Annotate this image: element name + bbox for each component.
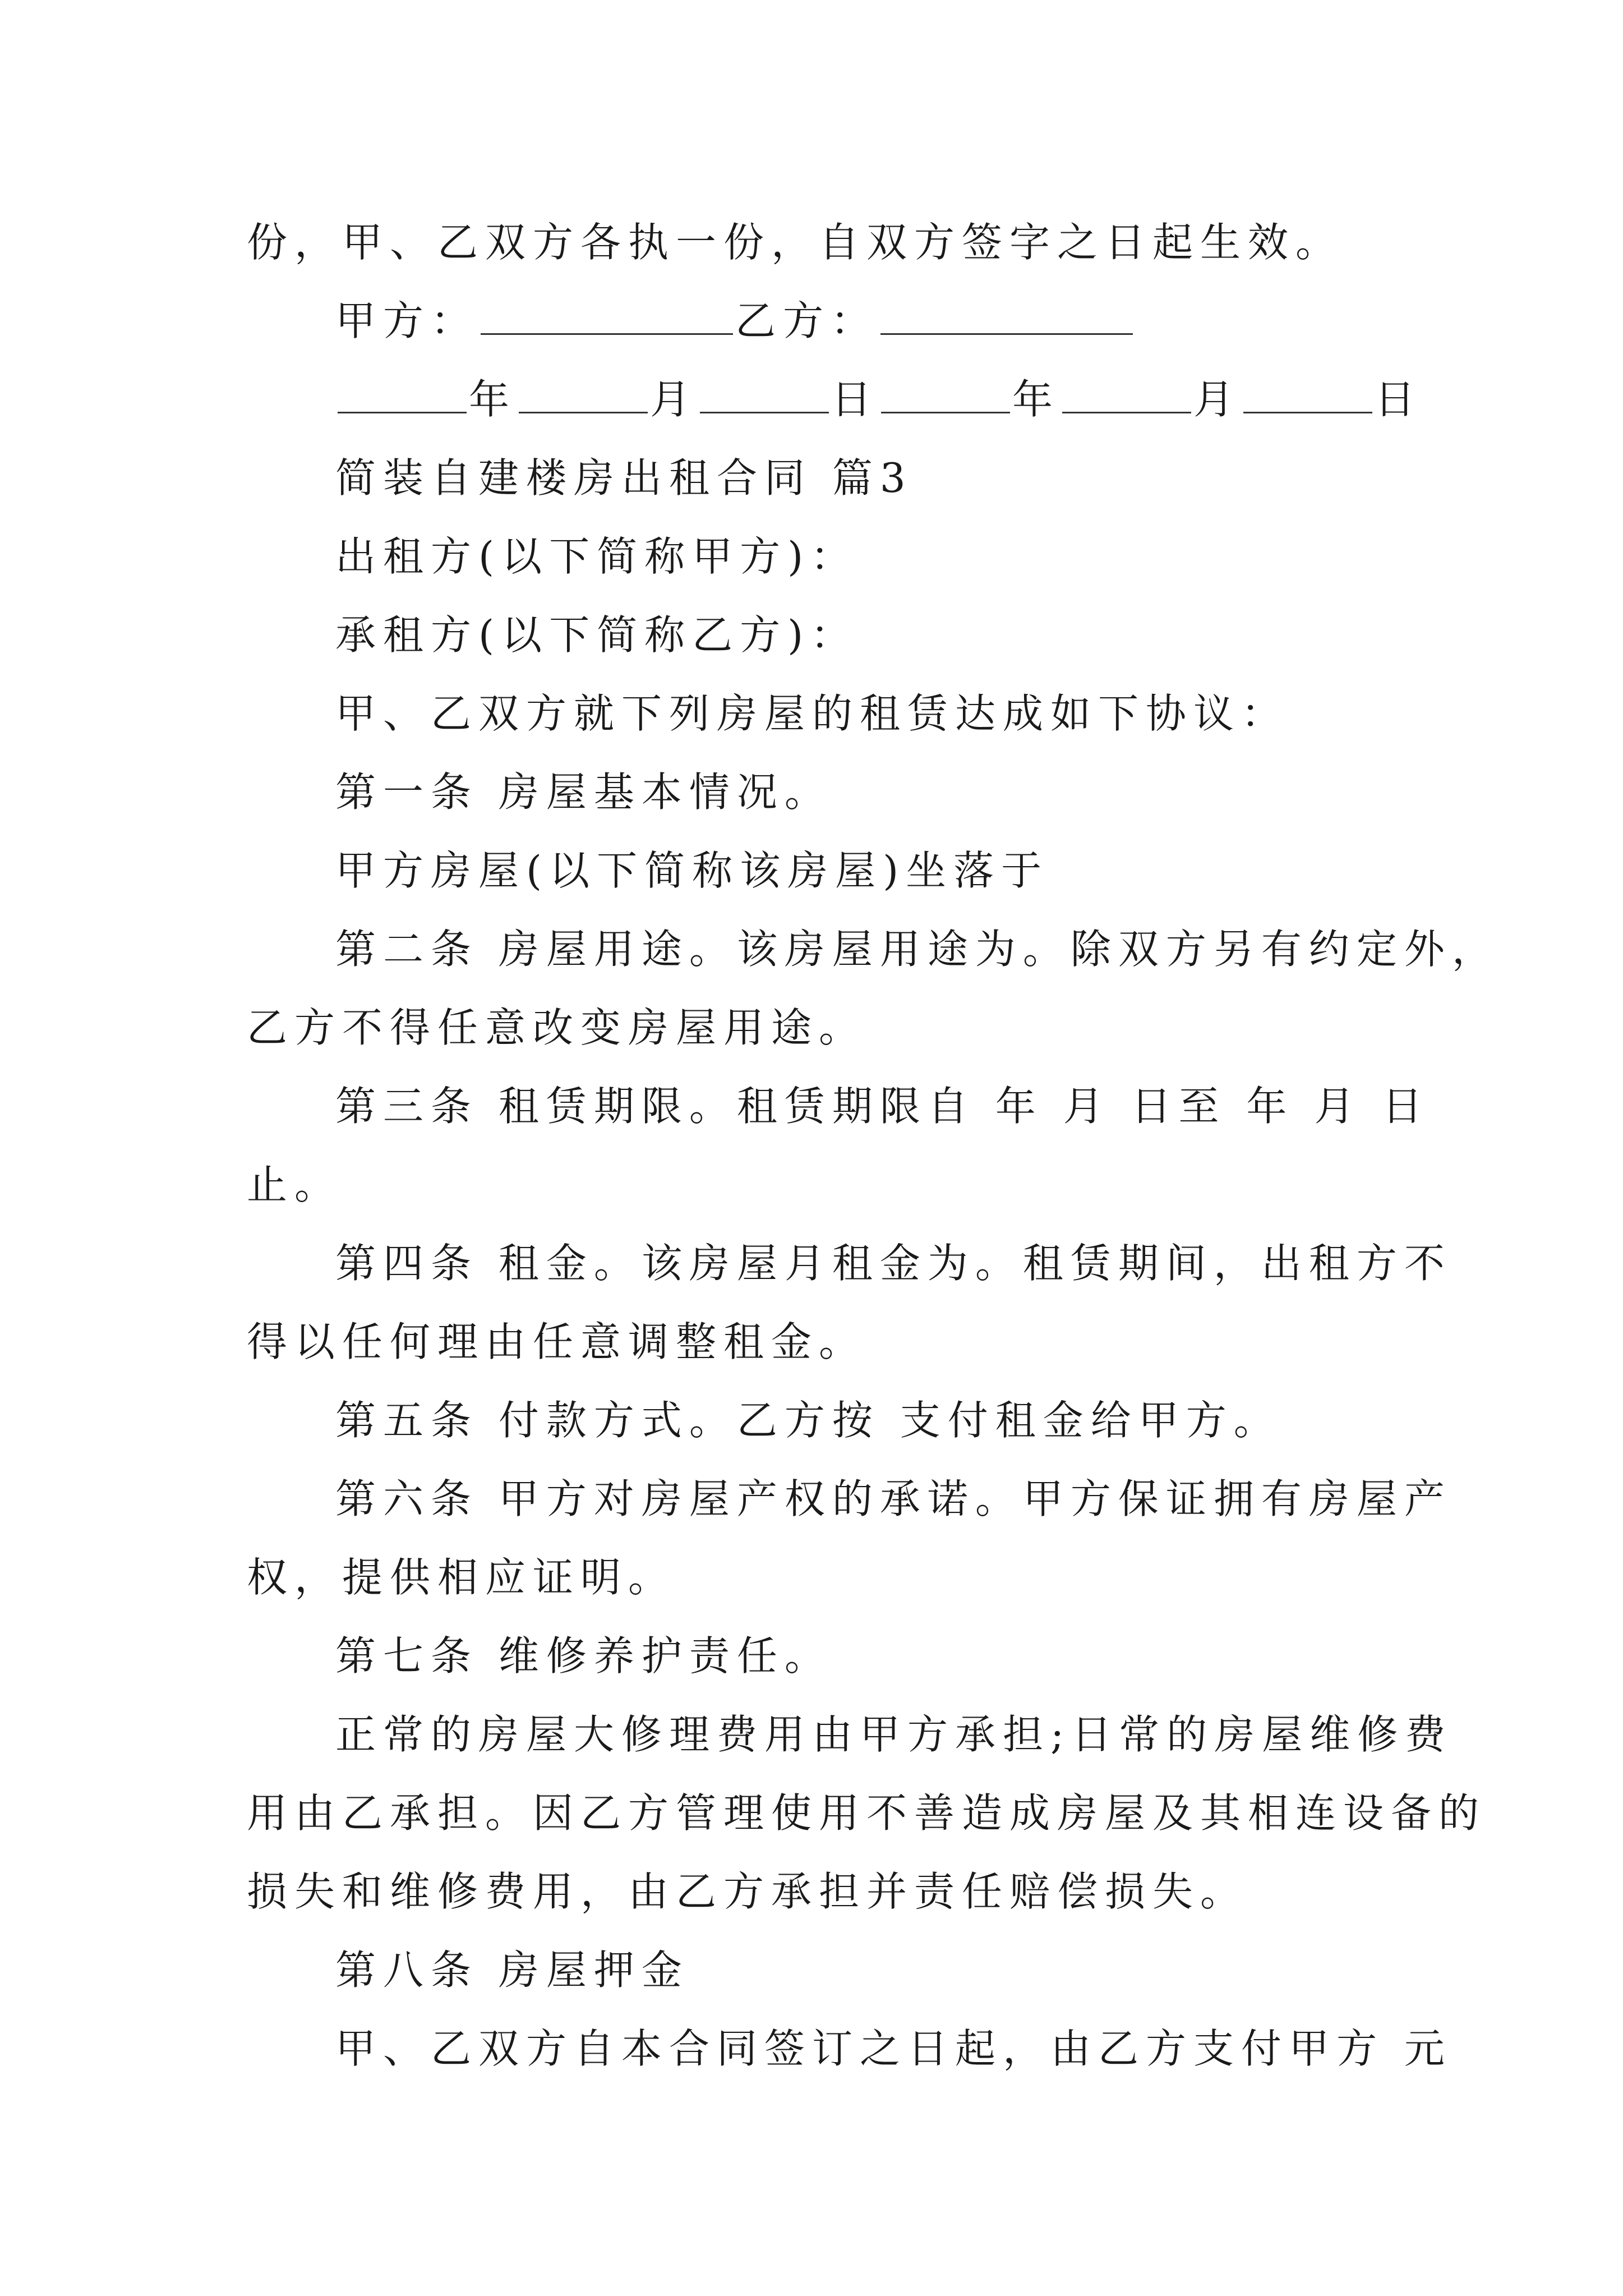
date-unit: 月 [1193, 376, 1242, 423]
date-unit: 年 [1012, 376, 1061, 423]
party-b-label: 乙方： [735, 297, 879, 344]
continuation-line: 份，甲、乙双方各执一份，自双方签字之日起生效。 [247, 219, 1344, 266]
section-heading: 简装自建楼房出租合同 篇3 [335, 454, 913, 501]
date-line [335, 376, 1423, 423]
date-blank[interactable] [881, 379, 1010, 413]
lessor-line: 出租方(以下简称甲方)： [335, 533, 859, 580]
signature-line [335, 297, 1135, 344]
date-blank[interactable] [1243, 379, 1372, 413]
article-2-line-2: 乙方不得任意改变房屋用途。 [247, 1004, 867, 1051]
article-4-line-2: 得以任何理由任意调整租金。 [247, 1318, 867, 1365]
article-5-line: 第五条 付款方式。乙方按 支付租金给甲方。 [335, 1397, 1281, 1444]
article-2-line-1: 第二条 房屋用途。该房屋用途为。除双方另有约定外， [335, 926, 1500, 973]
date-blank[interactable] [1062, 379, 1191, 413]
article-1-title: 第一条 房屋基本情况。 [335, 769, 832, 816]
date-unit: 日 [1375, 376, 1423, 423]
date-blank[interactable] [700, 379, 829, 413]
party-a-label: 甲方： [335, 297, 479, 344]
article-3-line-2: 止。 [247, 1161, 343, 1208]
article-6-line-1: 第六条 甲方对房屋产权的承诺。甲方保证拥有房屋产 [335, 1475, 1452, 1522]
article-8-body: 甲、乙双方自本合同签订之日起，由乙方支付甲方 元 [335, 2025, 1452, 2072]
article-7-title: 第七条 维修养护责任。 [335, 1632, 832, 1680]
date-unit: 年 [469, 376, 517, 423]
article-1-body: 甲方房屋(以下简称该房屋)坐落于 [335, 847, 1049, 894]
article-7-body-line-2: 用由乙承担。因乙方管理使用不善造成房屋及其相连设备的 [247, 1789, 1487, 1837]
party-a-blank[interactable] [481, 301, 733, 335]
article-7-body-line-1: 正常的房屋大修理费用由甲方承担;日常的房屋维修费 [335, 1711, 1453, 1758]
article-8-title: 第八条 房屋押金 [335, 1947, 689, 1994]
date-blank[interactable] [519, 379, 648, 413]
intro-line: 甲、乙双方就下列房屋的租赁达成如下协议： [335, 690, 1289, 737]
date-unit: 月 [650, 376, 698, 423]
lessee-line: 承租方(以下简称乙方)： [335, 611, 859, 659]
date-blank[interactable] [338, 379, 467, 413]
article-7-body-line-3: 损失和维修费用，由乙方承担并责任赔偿损失。 [247, 1868, 1248, 1915]
date-unit: 日 [831, 376, 879, 423]
article-4-line-1: 第四条 租金。该房屋月租金为。租赁期间，出租方不 [335, 1240, 1452, 1287]
article-6-line-2: 权，提供相应证明。 [247, 1554, 676, 1601]
party-b-blank[interactable] [880, 301, 1133, 335]
article-3-line-1: 第三条 租赁期限。租赁期限自 年 月 日至 年 月 日 [335, 1083, 1430, 1130]
